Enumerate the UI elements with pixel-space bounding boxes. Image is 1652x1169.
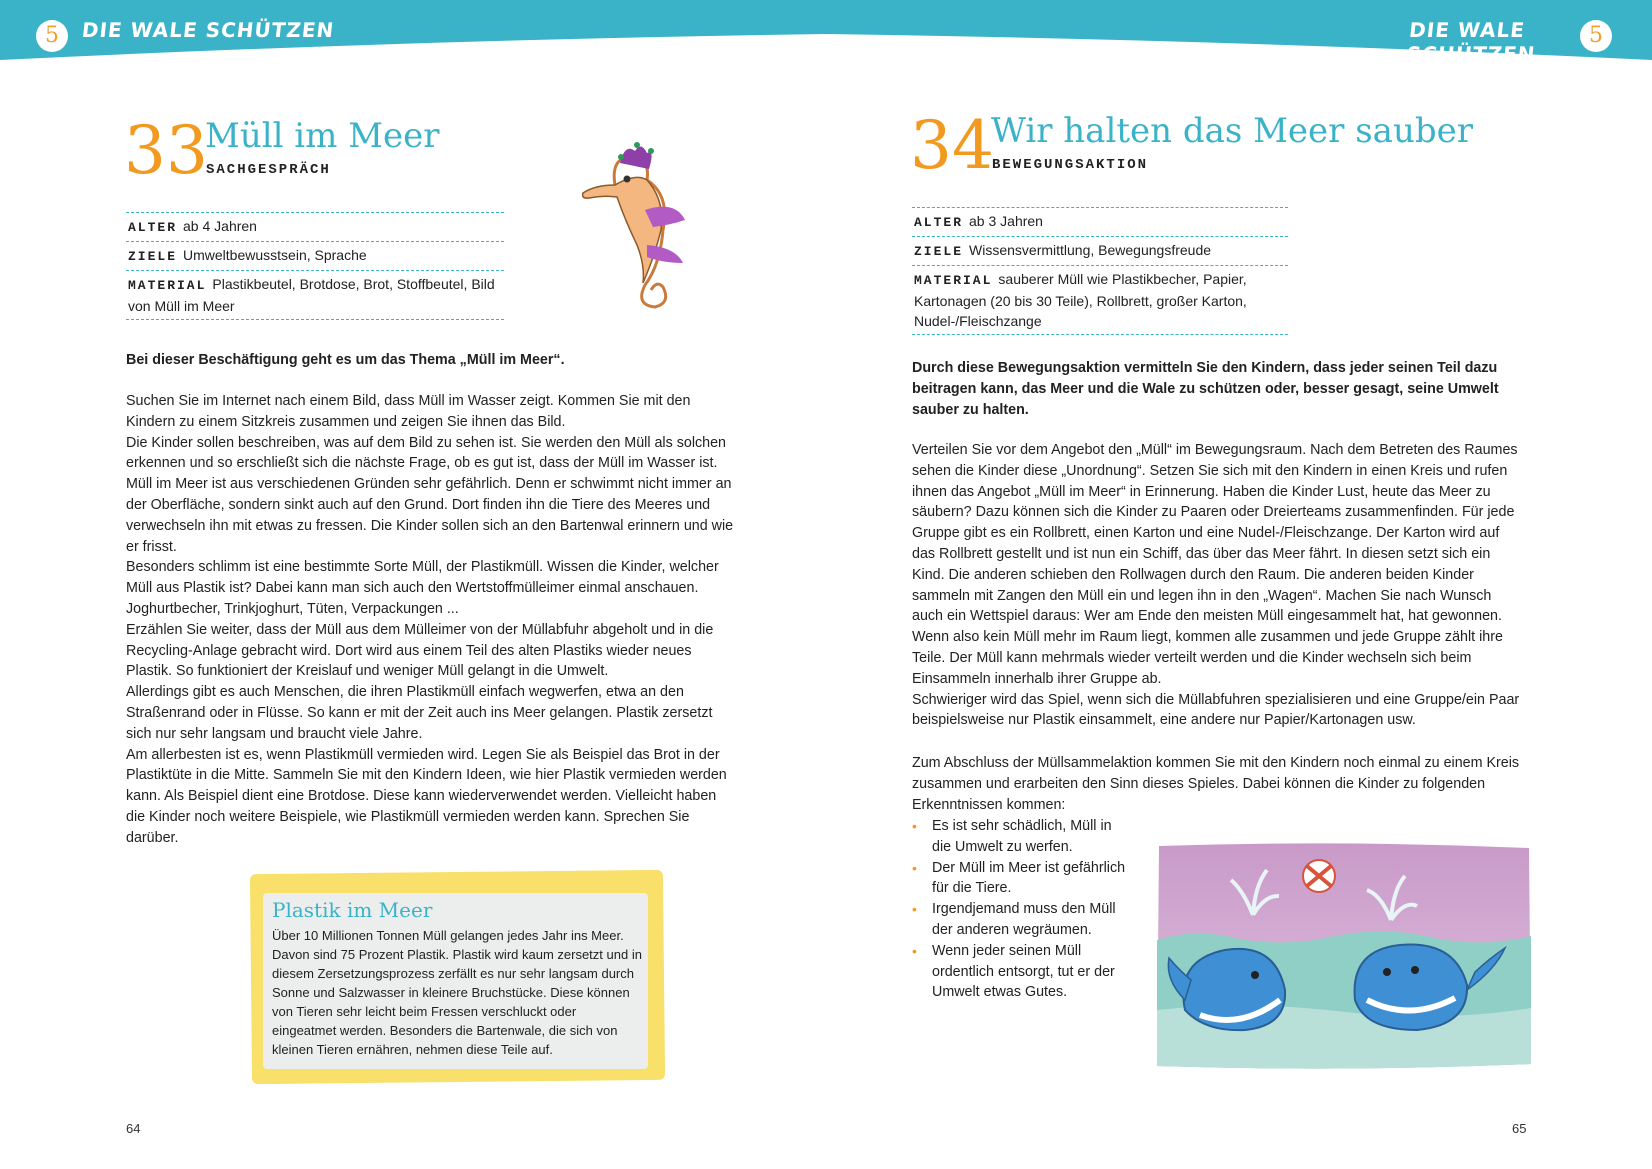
list-item-text: Irgendjemand muss den Müll der anderen wegräumen. xyxy=(932,901,1116,938)
page-number-right: 65 xyxy=(1512,1121,1527,1136)
info-row-ziele xyxy=(912,237,1288,266)
info-value: ab 4 Jahren xyxy=(183,218,257,234)
bullet-icon: • xyxy=(912,818,917,834)
activity-kicker: SACHGESPRÄCH xyxy=(206,162,331,178)
info-label: MATERIAL xyxy=(128,278,207,293)
intro-lead: Bei dieser Beschäftigung geht es um das Thema „Müll im Meer“. xyxy=(126,352,565,368)
list-item-text: Der Müll im Meer ist gefährlich für die Tiere. xyxy=(932,859,1126,897)
list-item xyxy=(912,858,1132,900)
info-row-material xyxy=(126,271,504,320)
intro-lead: Durch diese Bewegungsaktion vermitteln Sie den Kindern, dass jeder seinen Teil dazu beitragen kann, das Meer und die Wale zu schützen oder, besser gesagt, seine Umwelt sauber zu halten. xyxy=(912,360,1499,418)
chapter-title-left: DIE WALE SCHÜTZEN xyxy=(80,18,336,42)
info-box-text: Über 10 Millionen Tonnen Müll gelangen jedes Jahr ins Meer. Davon sind 75 Prozent Plastik. Plastik wird kaum zersetzt und in diesem Zersetzungsprozess zerfällt es nur sehr langsam durch Sonne und Salzwasser in kleinere Bruchstücke. Diese können von Tieren sehr leicht beim Fressen verschluckt oder eingeatmet werden. Besonders die Bartenwale, die sich von kleinen Tieren ernähren, nehmen diese Teile auf. xyxy=(272,928,642,1057)
info-box-title: Plastik im Meer xyxy=(272,898,433,922)
whales-illustration xyxy=(1155,840,1533,1072)
info-row-alter xyxy=(126,213,504,242)
info-table xyxy=(912,207,1288,335)
activity-title: Müll im Meer xyxy=(205,116,440,156)
info-label: ALTER xyxy=(128,220,178,235)
info-value: Plastikbeutel, Brotdose, Brot, Stoffbeutel, Bild von Müll im Meer xyxy=(128,276,495,314)
activity-number: 34 xyxy=(910,107,994,184)
closing-text: Zum Abschluss der Müllsammelaktion kommen Sie mit den Kindern noch einmal zu einem Kreis zusammen und erarbeiten den Sinn dieses Spieles. Dabei können die Kinder zu folgenden Erkenntnissen kommen: xyxy=(912,755,1520,813)
info-label: ZIELE xyxy=(914,244,964,259)
list-item-text: Es ist sehr schädlich, Müll in die Umwelt zu werfen. xyxy=(932,818,1112,855)
info-table xyxy=(126,212,504,320)
bullet-icon: • xyxy=(912,901,917,918)
list-item xyxy=(912,816,1132,858)
info-label: ALTER xyxy=(914,215,964,230)
info-row-ziele xyxy=(126,242,504,271)
info-value: Umweltbewusstsein, Sprache xyxy=(183,247,367,263)
body-text: Suchen Sie im Internet nach einem Bild, dass Müll im Wasser zeigt. Kommen Sie mit den Kindern zu einem Sitzkreis zusammen und zeigen Sie ihnen das Bild. Die Kinder sollen beschreiben, was auf dem Bild zu sehen ist. Sie werden den Müll als solchen erkennen und so erschließt sich die nächste Frage, ob es gut ist, dass der Müll im Wasser ist. Müll im Meer ist aus verschiedenen Gründen sehr gefährlich. Denn er schwimmt nicht immer an der Oberfläche, sondern sinkt auch auf den Grund. Dort finden ihn die Tiere des Meeres und verwechseln ihn mit etwas zu fressen. Die Kinder sollen sich an den Bartenwal erinnern und wie er frisst. Besonders schlimm ist eine bestimmte Sorte Müll, der Plastikmüll. Wissen die Kinder, welcher Müll aus Plastik ist? Dabei kann man sich auch den Wertstoffmülleimer einmal anschauen. Joghurtbecher, Trinkjoghurt, Tüten, Verpackungen ... Erzählen Sie weiter, dass der Müll aus dem Mülleimer von der Müllabfuhr abgeholt und in die Recycling-Anlage gebracht wird. Dort wird aus einem Teil des alten Plastiks wieder neues Plastik. So funktioniert der Kreislauf und weniger Müll gelangt in die Umwelt. Allerdings gibt es auch Menschen, die ihren Plastikmüll einfach wegwerfen, etwa an den Straßenrand oder in Flüsse. So kann er mit der Zeit auch ins Meer gelangen. Plastik zersetzt sich nur sehr langsam und braucht viele Jahre. Am allerbesten ist es, wenn Plastikmüll vermieden wird. Legen Sie als Beispiel das Brot in der Plastiktüte in die Mitte. Sammeln Sie mit den Kindern Ideen, wie hier Plastik vermieden werden kann. Als Beispiel dient eine Brotdose. Diese kann wiederverwendet werden. Vielleicht haben die Kinder noch weitere Beispiele, wie Plastikmüll vermieden werden kann. Sprechen Sie darüber. xyxy=(126,393,734,846)
chapter-number-left: 5 xyxy=(36,20,68,52)
list-item-text: Wenn jeder seinen Müll ordentlich entsorgt, tut er der Umwelt etwas Gutes. xyxy=(932,942,1115,1001)
page-number-left: 64 xyxy=(126,1121,141,1136)
seahorse-illustration xyxy=(575,135,715,320)
bullet-icon: • xyxy=(912,942,917,959)
activity-title: Wir halten das Meer sauber xyxy=(991,111,1473,151)
list-item xyxy=(912,899,1132,941)
info-value: Wissensvermittlung, Bewegungsfreude xyxy=(969,242,1212,258)
chapter-title-right: DIE WALE SCHÜTZEN xyxy=(1405,18,1537,66)
activity-kicker: BEWEGUNGSAKTION xyxy=(992,157,1149,173)
info-row-alter xyxy=(912,208,1288,237)
info-value: ab 3 Jahren xyxy=(969,213,1043,229)
list-item xyxy=(912,941,1132,1003)
info-label: MATERIAL xyxy=(914,273,993,288)
bullet-list xyxy=(912,816,1132,1003)
body-text: Verteilen Sie vor dem Angebot den „Müll“ im Bewegungsraum. Nach dem Betreten des Raumes sehen die Kinder diese „Unordnung“. Setzen Sie sich mit den Kindern in einen Kreis und rufen ihnen das Angebot „Müll im Meer“ in Erinnerung. Haben die Kinder Lust, heute das Meer zu säubern? Dazu können sich die Kinder zu Paaren oder Dreierteams zusammenfinden. Für jede Gruppe gibt es ein Rollbrett, einen Karton und eine Nudel-/Fleischzange. Der Karton wird auf das Rollbrett gestellt und ist nun ein Schiff, das über das Meer fährt. In diesen setzt sich ein Kind. Die anderen schieben den Rollwagen durch den Raum. Die anderen beiden Kinder sammeln mit Zangen den Müll ein und legen ihn in den „Wagen“. Machen Sie nach Wunsch auch ein Wettspiel daraus: Wer am Ende den meisten Müll eingesammelt hat, hat gewonnen. Wenn also kein Müll mehr im Raum liegt, kommen alle zusammen und jede Gruppe zählt ihre Teile. Der Müll kann mehrmals wieder verteilt werden und die Kinder wechseln sich beim Einsammeln innerhalb ihrer Gruppe ab. Schwieriger wird das Spiel, wenn sich die Müllabfuhren spezialisieren und eine Gruppe/ein Paar beispielsweise nur Plastik einsammelt, eine andere nur Papier/Kartonagen usw. xyxy=(912,442,1520,729)
activity-number: 33 xyxy=(124,112,208,189)
chapter-number-right: 5 xyxy=(1580,20,1612,52)
bullet-icon: • xyxy=(912,859,917,876)
info-value: sauberer Müll wie Plastikbecher, Papier, Kartonagen (20 bis 30 Teile), Rollbrett, großer Karton, Nudel-/Fleischzange xyxy=(914,271,1247,329)
info-label: ZIELE xyxy=(128,249,178,264)
info-row-material xyxy=(912,266,1288,335)
